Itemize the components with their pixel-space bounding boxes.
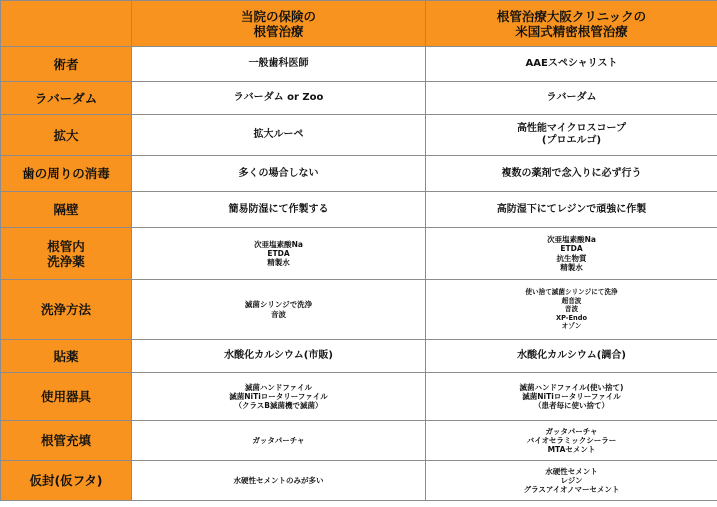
cell-text: 水酸化カルシウム(市販) (224, 350, 333, 361)
cell-precision (426, 461, 717, 501)
row-label-text: 貼薬 (53, 348, 79, 364)
cell-text: 超音波 (561, 296, 582, 305)
cell-precision (426, 228, 717, 280)
cell-text: 滅菌NiTiロータリーファイル (522, 391, 621, 401)
row-label (1, 373, 132, 421)
cell-text: XP-Endo (556, 313, 587, 322)
row-label-text: 術者 (53, 56, 79, 72)
cell-text: ETDA (267, 248, 290, 258)
row-label-text: 洗浄方法 (40, 302, 91, 317)
cell-text: ガッタパーチャ (545, 426, 598, 436)
cell-text: (プロエルゴ) (541, 135, 602, 146)
cell-precision (426, 156, 717, 192)
row-label (1, 340, 132, 373)
cell-text: 水硬性セメント (545, 466, 598, 476)
cell-text: レジン (560, 475, 583, 485)
cell-precision (426, 421, 717, 461)
row-label (1, 82, 132, 115)
row-label (1, 421, 132, 461)
cell-text: 次亜塩素酸Na (547, 234, 596, 244)
cell-text: 次亜塩素酸Na (254, 239, 303, 249)
cell-text: 使い捨て滅菌シリンジにて洗浄 (525, 288, 618, 297)
table-row (1, 461, 717, 501)
cell-text: 一般歯科医師 (248, 58, 309, 69)
row-label (1, 47, 132, 82)
corner-cell (1, 1, 132, 47)
row-label-text: 隔壁 (53, 202, 79, 217)
header-text: 根管治療 (253, 23, 304, 39)
table-row (1, 373, 717, 421)
table-row (1, 47, 717, 82)
header-text: 根管治療大阪クリニックの (496, 8, 647, 24)
row-label-text: 洗浄薬 (47, 253, 85, 269)
cell-text: ガッタパーチャ (252, 435, 305, 445)
row-label (1, 192, 132, 228)
cell-text: 高防湿下にてレジンで頑強に作製 (496, 203, 647, 215)
table-row (1, 115, 717, 156)
cell-insurance (132, 340, 426, 373)
cell-text: 音波 (271, 309, 286, 319)
cell-text: ラバーダム (546, 92, 597, 103)
cell-insurance (132, 228, 426, 280)
cell-insurance (132, 373, 426, 421)
header-text: 当院の保険の (240, 8, 316, 24)
cell-text: 高性能マイクロスコープ (516, 123, 627, 134)
cell-text: 複数の薬剤で念入りに必ず行う (501, 167, 642, 179)
cell-precision (426, 340, 717, 373)
cell-text: 滅菌シリンジで洗浄 (244, 300, 313, 310)
cell-insurance (132, 82, 426, 115)
cell-text: 水硬性セメントのみが多い (233, 475, 324, 485)
cell-insurance (132, 421, 426, 461)
cell-text: ETDA (560, 244, 583, 254)
row-label-text: 根管充填 (40, 433, 91, 448)
cell-text: 簡易防湿にて作製する (228, 203, 329, 215)
cell-text: （クラスB滅菌機で滅菌） (234, 401, 323, 411)
row-label-text: 使用器具 (40, 389, 91, 404)
header-row (1, 1, 717, 47)
row-label (1, 156, 132, 192)
cell-text: MTAセメント (547, 445, 596, 455)
cell-insurance (132, 280, 426, 340)
cell-insurance (132, 115, 426, 156)
table-row (1, 280, 717, 340)
table-row (1, 82, 717, 115)
cell-text: 水酸化カルシウム(調合) (517, 350, 626, 361)
header-text: 米国式精密根管治療 (515, 23, 628, 39)
cell-precision (426, 115, 717, 156)
cell-text: 拡大ルーペ (253, 129, 304, 140)
cell-text: 抗生物質 (556, 253, 587, 263)
cell-precision (426, 47, 717, 82)
cell-text: AAEスペシャリスト (525, 58, 618, 69)
row-label (1, 115, 132, 156)
row-label-text: 仮封(仮フタ) (29, 473, 103, 488)
cell-precision (426, 192, 717, 228)
header-osaka-clinic (426, 1, 717, 47)
row-label-text: 歯の周りの消毒 (22, 166, 110, 181)
cell-text: （患者毎に使い捨て） (534, 401, 609, 411)
row-label-text: 拡大 (53, 127, 79, 143)
table-row (1, 156, 717, 192)
cell-insurance (132, 192, 426, 228)
cell-precision (426, 373, 717, 421)
cell-text: オゾン (561, 322, 582, 331)
row-label (1, 228, 132, 280)
cell-text: 音波 (564, 305, 579, 314)
table-row (1, 421, 717, 461)
row-label (1, 461, 132, 501)
table-row (1, 340, 717, 373)
cell-text: ラバーダム or Zoo (233, 92, 324, 103)
cell-text: 多くの場合しない (238, 167, 319, 179)
cell-text: 精製水 (560, 262, 583, 272)
row-label-text: 根管内 (47, 238, 85, 254)
cell-text: 滅菌ハンドファイル (244, 382, 313, 392)
cell-insurance (132, 461, 426, 501)
cell-text: グラスアイオノマーセメント (523, 485, 620, 495)
table-row (1, 228, 717, 280)
cell-text: 精製水 (267, 258, 290, 268)
cell-text: 滅菌NiTiロータリーファイル (229, 391, 328, 401)
row-label (1, 280, 132, 340)
cell-precision (426, 82, 717, 115)
cell-insurance (132, 156, 426, 192)
table-row (1, 192, 717, 228)
cell-text: バイオセラミックシーラー (526, 435, 617, 445)
header-clinic-insurance (132, 1, 426, 47)
row-label-text: ラバーダム (34, 90, 98, 106)
cell-text: 滅菌ハンドファイル(使い捨て) (519, 382, 624, 392)
cell-insurance (132, 47, 426, 82)
cell-precision (426, 280, 717, 340)
